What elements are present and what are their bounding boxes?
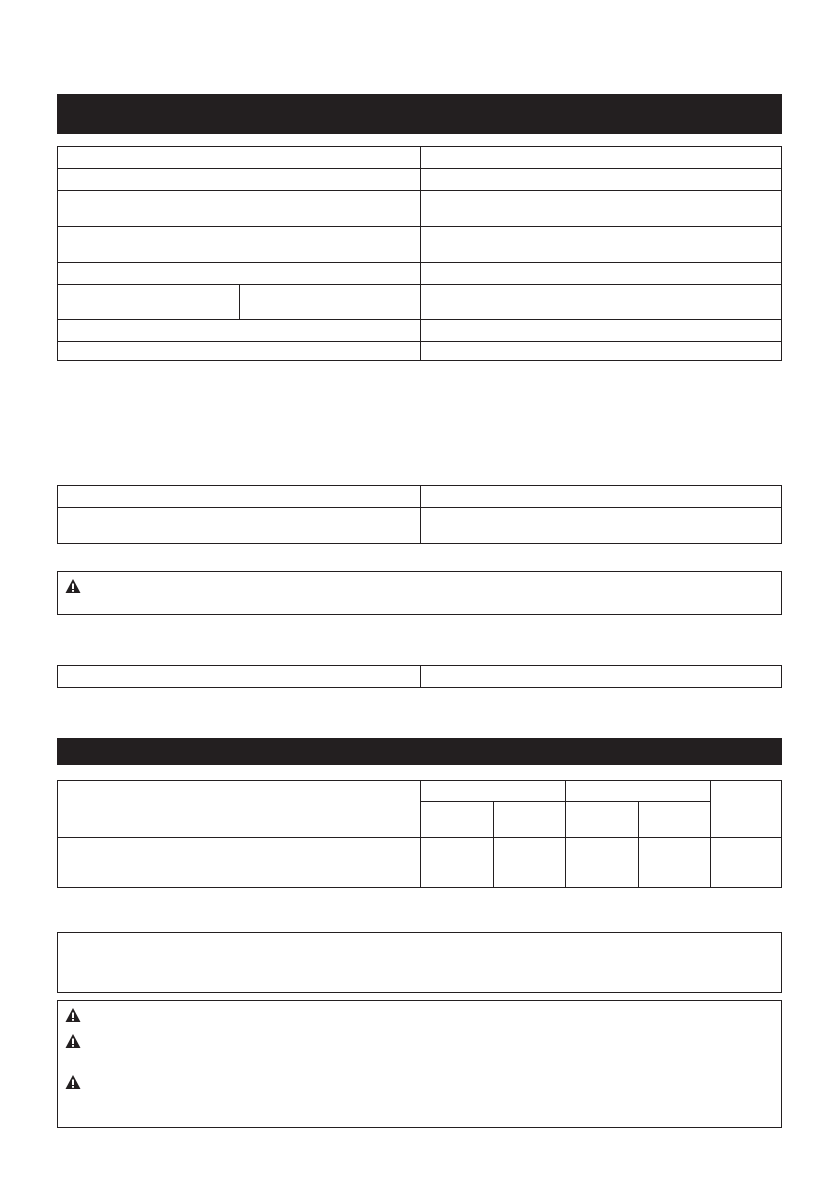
warning-triangle-icon bbox=[65, 578, 81, 594]
noise-table bbox=[57, 780, 782, 888]
warning-triangle-icon bbox=[65, 1007, 81, 1023]
spec-row-5-value bbox=[421, 263, 781, 284]
spec-row-5-label bbox=[58, 263, 420, 284]
battery-table bbox=[57, 485, 782, 544]
noise-row-value-3 bbox=[566, 838, 638, 887]
spec-row-2-value bbox=[421, 169, 781, 190]
noise-header-group-2 bbox=[566, 781, 710, 801]
noise-subheader-3 bbox=[566, 802, 638, 837]
specifications-header-bar bbox=[57, 94, 782, 134]
battery-row-1-label bbox=[58, 486, 420, 507]
charger-table bbox=[57, 665, 782, 688]
noise-header-group-1 bbox=[421, 781, 565, 801]
warning-item-2 bbox=[86, 1031, 776, 1067]
charger-row-label bbox=[58, 666, 420, 687]
warning-notice-text bbox=[86, 576, 776, 610]
warning-triangle-icon bbox=[65, 1033, 81, 1049]
noise-header-bar bbox=[57, 738, 782, 765]
spec-row-3-value bbox=[421, 191, 781, 226]
charger-row-value bbox=[421, 666, 781, 687]
battery-row-2-value bbox=[421, 508, 781, 543]
specifications-table bbox=[57, 146, 782, 361]
noise-subheader-2 bbox=[494, 802, 565, 837]
spec-row-6-label bbox=[58, 285, 239, 319]
battery-row-1-value bbox=[421, 486, 781, 507]
note-box bbox=[57, 932, 782, 993]
noise-header-label bbox=[58, 781, 420, 837]
spec-row-4-label bbox=[58, 227, 420, 262]
spec-row-6-sublabel bbox=[240, 285, 420, 319]
battery-row-2-label bbox=[58, 508, 420, 543]
warning-item-1 bbox=[86, 1005, 776, 1027]
noise-row-value-5 bbox=[711, 838, 781, 887]
noise-subheader-1 bbox=[421, 802, 493, 837]
warning-triangle-icon bbox=[65, 1074, 81, 1090]
noise-row-value-2 bbox=[494, 838, 565, 887]
spec-row-1-label bbox=[58, 147, 420, 168]
warning-notice-box bbox=[57, 571, 782, 615]
spec-row-8-label bbox=[58, 342, 420, 360]
spec-row-4-value bbox=[421, 227, 781, 262]
spec-row-1-value bbox=[421, 147, 781, 168]
spec-row-7-label bbox=[58, 320, 420, 341]
noise-row-label bbox=[58, 838, 420, 887]
warnings-box bbox=[57, 1000, 782, 1128]
warning-item-3 bbox=[86, 1072, 776, 1122]
noise-subheader-4 bbox=[639, 802, 710, 837]
noise-header-last bbox=[711, 781, 781, 837]
noise-row-value-1 bbox=[421, 838, 493, 887]
spec-row-2-label bbox=[58, 169, 420, 190]
spec-row-3-label bbox=[58, 191, 420, 226]
spec-row-6-value bbox=[421, 285, 781, 319]
note-text bbox=[62, 937, 777, 988]
spec-row-8-value bbox=[421, 342, 781, 360]
spec-row-7-value bbox=[421, 320, 781, 341]
noise-row-value-4 bbox=[639, 838, 710, 887]
